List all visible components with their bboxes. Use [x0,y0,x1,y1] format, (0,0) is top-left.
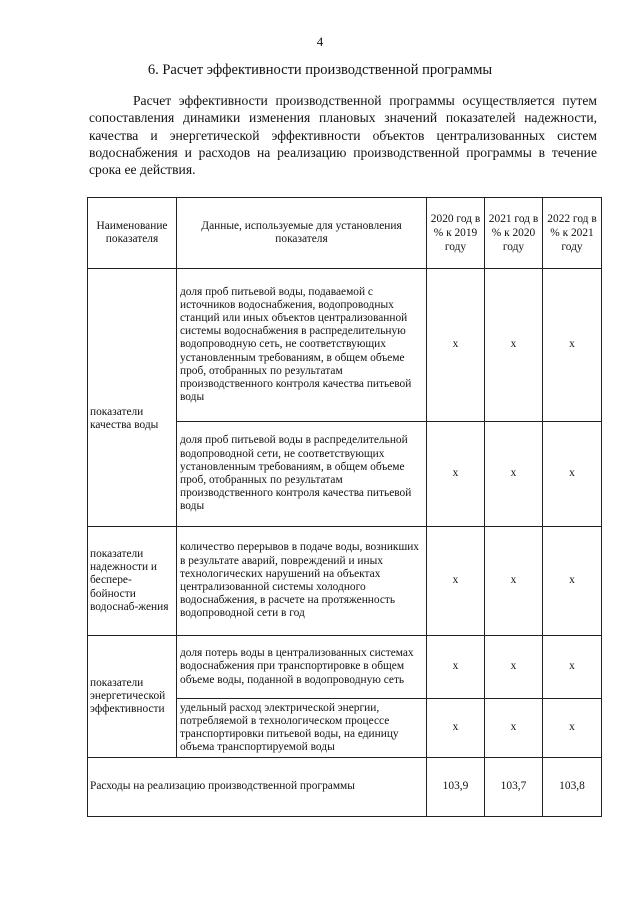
row-value-2021: x [485,422,543,527]
row-value-2021: x [485,269,543,422]
table-row [88,269,602,422]
total-label: Расходы на реализацию производственной программы [88,758,427,817]
header-2020: 2020 год в % к 2019 году [427,198,485,269]
row-desc: количество перерывов в подаче воды, возникших в результате аварий, повреждений и иных технологических нарушений на объектах централизованной системы холодного водоснабжения, в расчете на протяженность водопроводной сети в год [177,527,427,636]
section-heading: 6. Расчет эффективности производственной программы [147,62,493,78]
row-value-2020: x [427,269,485,422]
group-quality-label: показатели качества воды [90,405,159,431]
efficiency-table [87,197,602,817]
group-quality [88,269,177,527]
header-2021: 2021 год в % к 2020 году [485,198,543,269]
intro-paragraph: Расчет эффективности производственной программы осуществляется путем сопоставления динамики изменения плановых значений показателей надежности, качества и энергетической эффективности объектов централизованных систем водоснабжения и расходов на реализацию производственной программы в течение срока ее действия. [89,93,597,178]
row-value-2022: x [543,636,602,699]
table-row [88,636,602,699]
group-reliability: показатели надежности и беспере-бойности водоснаб-жения [88,527,177,636]
total-value-2022: 103,8 [543,758,602,817]
total-value-2021: 103,7 [485,758,543,817]
row-value-2021: x [485,527,543,636]
row-value-2020: x [427,636,485,699]
row-value-2022: x [543,699,602,758]
table-total-row [88,758,602,817]
header-2022: 2022 год в % к 2021 году [543,198,602,269]
row-value-2022: x [543,269,602,422]
total-value-2020: 103,9 [427,758,485,817]
row-desc: доля проб питьевой воды в распределительной водопроводной сети, не соответствующих установленным требованиям, в общем объеме проб, отобранных по результатам производственного контроля качества питьевой воды [177,422,427,527]
row-value-2020: x [427,699,485,758]
row-desc: доля потерь воды в централизованных системах водоснабжения при транспортировке в общем объеме воды, поданной в водопроводную сеть [177,636,427,699]
row-value-2021: x [485,636,543,699]
row-value-2022: x [543,527,602,636]
table-header-row [88,198,602,269]
table-row [88,527,602,636]
row-desc: удельный расход электрической энергии, потребляемой в технологическом процессе транспортировки питьевой воды, на единицу объема транспортируемой воды [177,699,427,758]
row-value-2020: x [427,422,485,527]
header-data: Данные, используемые для установления показателя [177,198,427,269]
row-value-2021: x [485,699,543,758]
row-value-2022: x [543,422,602,527]
group-energy: показатели энергетической эффективности [88,636,177,758]
page-number: 4 [316,34,324,49]
header-name: Наименование показателя [88,198,177,269]
row-value-2020: x [427,527,485,636]
row-desc: доля проб питьевой воды, подаваемой с источников водоснабжения, водопроводных станций или иных объектов централизованной системы водоснабжения в распределительную водопроводную сеть, не соответствующих установленным требованиям, в общем объеме проб, отобранных по результатам производственного контроля качества питьевой воды [177,269,427,422]
